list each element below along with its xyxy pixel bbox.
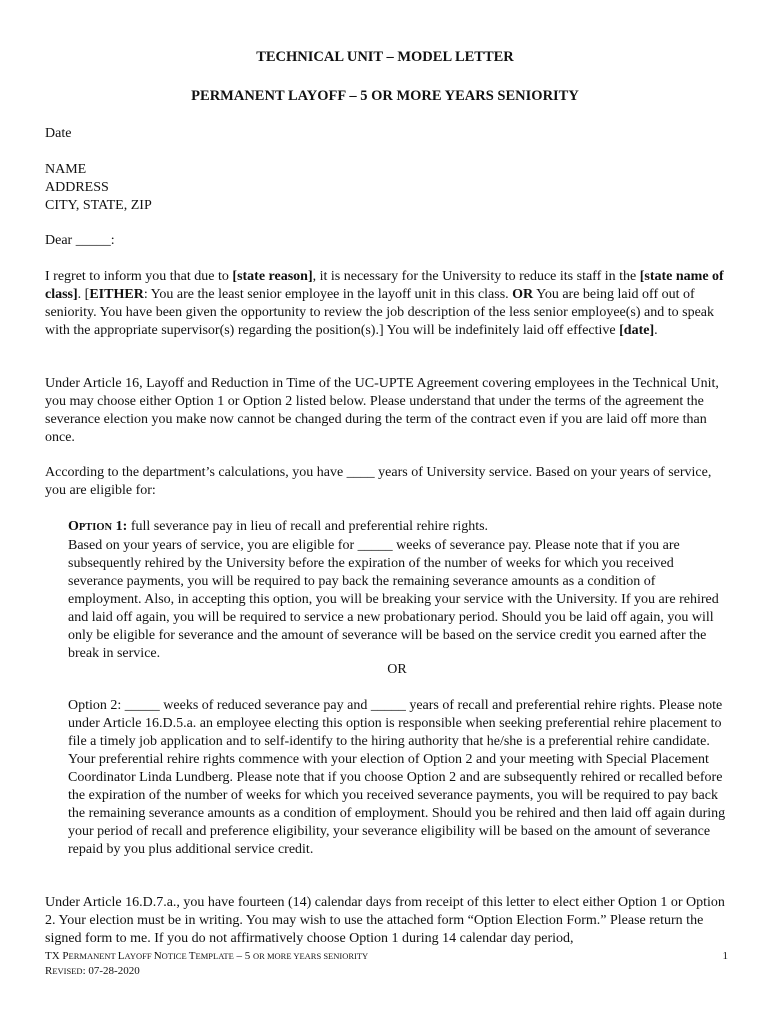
option-1-heading (68, 518, 728, 537)
paragraph-election-deadline: Under Article 16.D.7.a., you have fourteen (14) calendar days from receipt of this letter to elect either Option 1 or Option 2. Your election must be in writing. You may wish to use the attached form “Option Election Form.” Please return the signed form to me. If you do not affirmatively choose Option 1 during 14 calendar day period, (45, 895, 725, 946)
state-reason-placeholder: [state reason] (232, 269, 313, 284)
date-placeholder: [date] (619, 323, 655, 338)
recipient-address: ADDRESS (45, 180, 109, 195)
class-name-placeholder: [state name of class] (45, 269, 724, 302)
p1-text-5: You are being laid off out of seniority. You have been given the opportunity to review the job description of the less senior employee(s) and to speak with the appropriate supervisor(s) regarding the position(s).] You will be indefinitely laid off effective (45, 287, 714, 338)
option-1-section (68, 518, 728, 663)
p1-text-1: I regret to inform you that due to (45, 269, 233, 284)
date-line: Date (45, 126, 72, 141)
either-label: EITHER (89, 287, 144, 302)
page-footer (45, 949, 728, 979)
document-title: TECHNICAL UNIT – MODEL LETTER (256, 49, 514, 65)
paragraph-article16: Under Article 16, Layoff and Reduction in Time of the UC-UPTE Agreement covering employees in the Technical Unit, you may choose either Option 1 or Option 2 listed below. Please understand that under the terms of the agreement the severance election you make now cannot be changed during the term of the contract even if you are laid off more than once. (45, 376, 719, 445)
paragraph-service-years: According to the department’s calculations, you have ____ years of University service. Based on your years of service, you are eligible for: (45, 465, 712, 498)
document-subtitle: PERMANENT LAYOFF – 5 OR MORE YEARS SENIORITY (191, 88, 579, 104)
p1-text-4: : You are the least senior employee in the layoff unit in this class. (143, 287, 513, 302)
footer-title: TX PERMANENT LAYOFF NOTICE TEMPLATE – 5 OR MORE YEARS SENIORITY (45, 950, 369, 962)
recipient-name: NAME (45, 162, 87, 177)
p1-text-3: . [ (77, 287, 90, 302)
address-block (45, 161, 729, 215)
option-1-label: OPTION 1: (68, 519, 128, 534)
p1-text-2: , it is necessary for the University to reduce its staff in the (312, 269, 640, 284)
option-1-body: Based on your years of service, you are eligible for _____ weeks of severance pay. Please note that if you are subsequently rehired by the University before the expiration of the number of weeks for which you received severance payments, you will be required to pay back the remaining severance amounts as a condition of employment. Also, in accepting this option, you will be breaking your service with the University. If you are rehired and laid off again, you will be required to service a new probationary period. Should you be laid off again, you will only be eligible for severance and the amount of severance will be based on the service credit you earned after the break in service. (68, 538, 719, 661)
salutation: Dear _____: (45, 233, 115, 248)
recipient-city: CITY, STATE, ZIP (45, 198, 152, 213)
option-1-heading-text: full severance pay in lieu of recall and preferential rehire rights. (127, 519, 489, 534)
p1-text-6: . (654, 323, 658, 338)
or-separator: OR (387, 662, 407, 677)
footer-revised: REVISED: 07-28-2020 (45, 965, 140, 977)
paragraph-reason (45, 268, 729, 340)
or-label: OR (512, 287, 534, 302)
option-2-section: Option 2: _____ weeks of reduced severance pay and _____ years of recall and preferential rehire rights. Please note under Article 16.D.5.a. an employee electing this option is responsible when seeking preferential rehire placement to file a timely job application and to self-identify to the hiring authority that he/she is a preferential rehire candidate. Your preferential rehire rights commence with your election of Option 2 and your meeting with Special Placement Coordinator Linda Lundberg. Please note that if you choose Option 2 and are subsequently rehired or recalled before the expiration of the number of weeks for which you received severance payments, you will be required to pay back the remaining severance amounts as a condition of employment. Should you be rehired and then laid off again during your period of recall and preference eligibility, your severance eligibility will be based on the amount of severance repaid by you plus additional service credit. (68, 698, 726, 857)
page-number: 1 (722, 950, 728, 962)
